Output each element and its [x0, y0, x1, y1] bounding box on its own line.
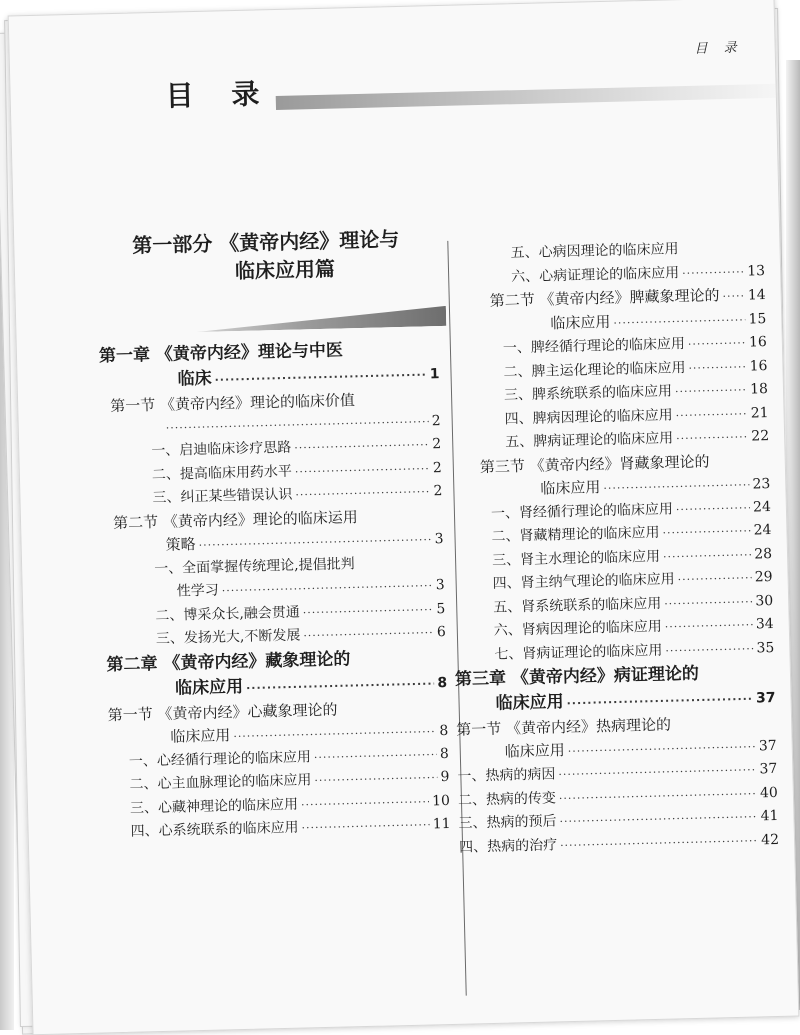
toc-page-number: 6: [436, 624, 447, 641]
toc-page-number: 35: [756, 639, 775, 656]
toc-entry-label: 临床: [177, 368, 212, 390]
toc-entry-label: 一、热病的病因: [457, 766, 556, 785]
toc-page-number: 2: [432, 459, 443, 476]
leader-dots: [314, 743, 438, 770]
toc-page-number: 21: [750, 404, 769, 421]
leader-dots: [662, 520, 751, 546]
toc-page-number: 8: [437, 674, 448, 691]
toc-page-number: 40: [759, 784, 779, 801]
toc-page-number: 3: [435, 577, 445, 594]
toc-page-number: 34: [755, 615, 774, 633]
toc-entry-label: 第一章 《黄帝内经》理论与中医: [98, 340, 344, 367]
toc-page-number: 1: [429, 366, 440, 383]
toc-page-number: 37: [759, 760, 778, 778]
toc-entry-label: 一、肾经循行理论的临床应用: [490, 500, 674, 522]
toc-page-number: 24: [752, 498, 772, 515]
toc-entry-label: 第一节 《黄帝内经》理论的临床价值: [110, 391, 356, 416]
toc-entry-label: 四、肾主纳气理论的临床应用: [492, 571, 675, 592]
leader-dots: [676, 426, 749, 451]
toc-page-number: 29: [754, 569, 773, 586]
toc-entry-label: 四、脾病因理论的临床应用: [504, 406, 673, 427]
leader-dots: [722, 285, 745, 309]
leader-dots: [301, 790, 430, 817]
toc-page-number: 9: [440, 768, 450, 786]
toc-entry-label: 二、脾主运化理论的临床应用: [503, 359, 686, 381]
toc-entry-label: 第三章 《黄帝内经》病证理论的: [454, 663, 700, 690]
toc-entry-label: 策略: [165, 534, 196, 554]
toc-page-number: 2: [433, 483, 443, 500]
leader-dots: [665, 637, 754, 663]
toc-page-number: 22: [751, 428, 770, 445]
toc-entry-label: 第二节 《黄帝内经》脾藏象理论的: [489, 286, 720, 310]
title-decorative-bar: [276, 83, 796, 110]
toc-page-number: 8: [439, 722, 449, 739]
leader-dots: [675, 379, 748, 404]
toc-entry-label: 五、脾病证理论的临床应用: [505, 430, 674, 451]
toc-entry-label: 五、肾系统联系的临床应用: [493, 595, 662, 616]
toc-entry-label: 一、心经循行理论的临床应用: [128, 748, 312, 770]
leader-dots: [665, 613, 754, 639]
toc-entry-label: 第一节 《黄帝内经》热病理论的: [456, 715, 672, 739]
toc-entry-label: 三、脾系统联系的临床应用: [503, 383, 673, 404]
toc-page-number: 37: [755, 689, 776, 707]
toc-entry-label: 一、全面掌握传统理论,提倡批判: [154, 555, 355, 577]
toc-entry-label: 六、心病证理论的临床应用: [510, 264, 680, 285]
toc-entry-label: 第二章 《黄帝内经》藏象理论的: [106, 648, 351, 675]
toc-entry-label: 性学习: [176, 582, 219, 600]
toc-page-number: 37: [758, 737, 777, 755]
leader-dots: [303, 621, 434, 648]
toc-entry-label: 三、发扬光大,不断发展: [155, 627, 301, 648]
toc-page-number: 3: [434, 530, 444, 547]
toc-page-number: 41: [760, 807, 779, 825]
toc-entry-label: 三、热病的预后: [458, 813, 557, 832]
toc-right-column: [444, 236, 779, 860]
leader-dots: [302, 598, 433, 625]
toc-page-number: 11: [432, 815, 451, 833]
toc-entry-label: 二、肾藏精理论的临床应用: [491, 524, 660, 545]
page-title: 目 录: [165, 77, 274, 113]
toc-entry-label: 二、热病的传变: [457, 789, 557, 809]
toc-entry-label: 临床应用: [550, 312, 611, 333]
leader-dots: [688, 355, 747, 380]
toc-entry-label: 第一节 《黄帝内经》心藏象理论的: [107, 700, 338, 724]
toc-page: [8, 0, 800, 1035]
toc-page-number: 30: [755, 592, 774, 609]
toc-entry-label: 临床应用: [495, 692, 564, 714]
leader-dots: [560, 829, 759, 857]
toc-entry-label: 四、心系统联系的临床应用: [130, 819, 299, 840]
toc-entry-label: 三、肾主水理论的临床应用: [491, 548, 661, 569]
leader-dots: [314, 766, 438, 793]
toc-entry-label: 临床应用: [174, 676, 244, 699]
toc-page-number: 16: [749, 357, 768, 374]
toc-entry-label: 五、心病因理论的临床应用: [510, 241, 679, 262]
toc-entry-label: 临床应用: [540, 477, 601, 498]
part-heading-line-1: 第一部分 《黄帝内经》理论与: [132, 227, 400, 258]
part-heading-line-2: 临床应用篇: [234, 256, 336, 284]
leader-dots: [294, 433, 430, 460]
running-head: 目 录: [694, 40, 743, 57]
toc-page-number: 28: [754, 545, 773, 562]
toc-entry-label: 二、心主血脉理论的临床应用: [129, 772, 312, 793]
toc-entry-label: 临床应用: [170, 725, 231, 746]
toc-entry-label: 四、热病的治疗: [458, 836, 558, 856]
leader-dots: [677, 567, 752, 592]
leader-dots: [663, 543, 752, 569]
toc-page-number: 8: [439, 745, 450, 762]
leader-dots: [682, 260, 745, 285]
toc-entry-label: 二、博采众长,融会贯通: [155, 604, 300, 624]
leader-dots: [295, 480, 431, 507]
toc-page-number: 5: [436, 600, 446, 617]
toc-entry-label: 第二节 《黄帝内经》理论的临床运用: [112, 507, 359, 532]
toc-page-number: 18: [749, 381, 769, 398]
toc-page-number: 23: [752, 475, 771, 492]
toc-entry-label: 一、脾经循行理论的临床应用: [502, 336, 686, 357]
toc-left-column: [99, 336, 451, 845]
leader-dots: [688, 332, 747, 357]
toc-entry-label: 二、提高临床用药水平: [151, 463, 293, 483]
leader-dots: [675, 402, 748, 427]
leader-dots: [613, 309, 746, 335]
toc-page-number: 42: [760, 831, 780, 848]
part-heading-shade: [126, 306, 446, 334]
toc-page-number: 2: [432, 436, 442, 453]
leader-dots: [295, 457, 431, 484]
toc-page-number: 10: [431, 792, 451, 809]
toc-entry-label: 一、启迪临床诊疗思路: [151, 439, 292, 460]
leader-dots: [664, 590, 753, 616]
toc-entry-label: 第三节 《黄帝内经》肾藏象理论的: [479, 452, 710, 476]
toc-page-number: 14: [747, 287, 766, 304]
toc-entry-label: 三、心藏神理论的临床应用: [129, 796, 299, 817]
toc-entry-label: 六、肾病因理论的临床应用: [493, 618, 662, 639]
leader-dots: [301, 813, 430, 840]
toc-page-number: 13: [747, 262, 766, 280]
toc-page-number: 15: [748, 311, 767, 328]
part-heading: [132, 224, 443, 288]
toc-entry-label: 七、肾病证理论的临床应用: [494, 642, 663, 663]
toc-page-number: 16: [748, 334, 768, 351]
toc-page-number: 24: [753, 522, 772, 539]
leader-dots: [676, 496, 751, 521]
toc-page-number: 2: [431, 413, 441, 430]
toc-entry-label: 临床应用: [504, 741, 566, 761]
toc-entry-label: 三、纠正某些错误认识: [152, 486, 293, 507]
